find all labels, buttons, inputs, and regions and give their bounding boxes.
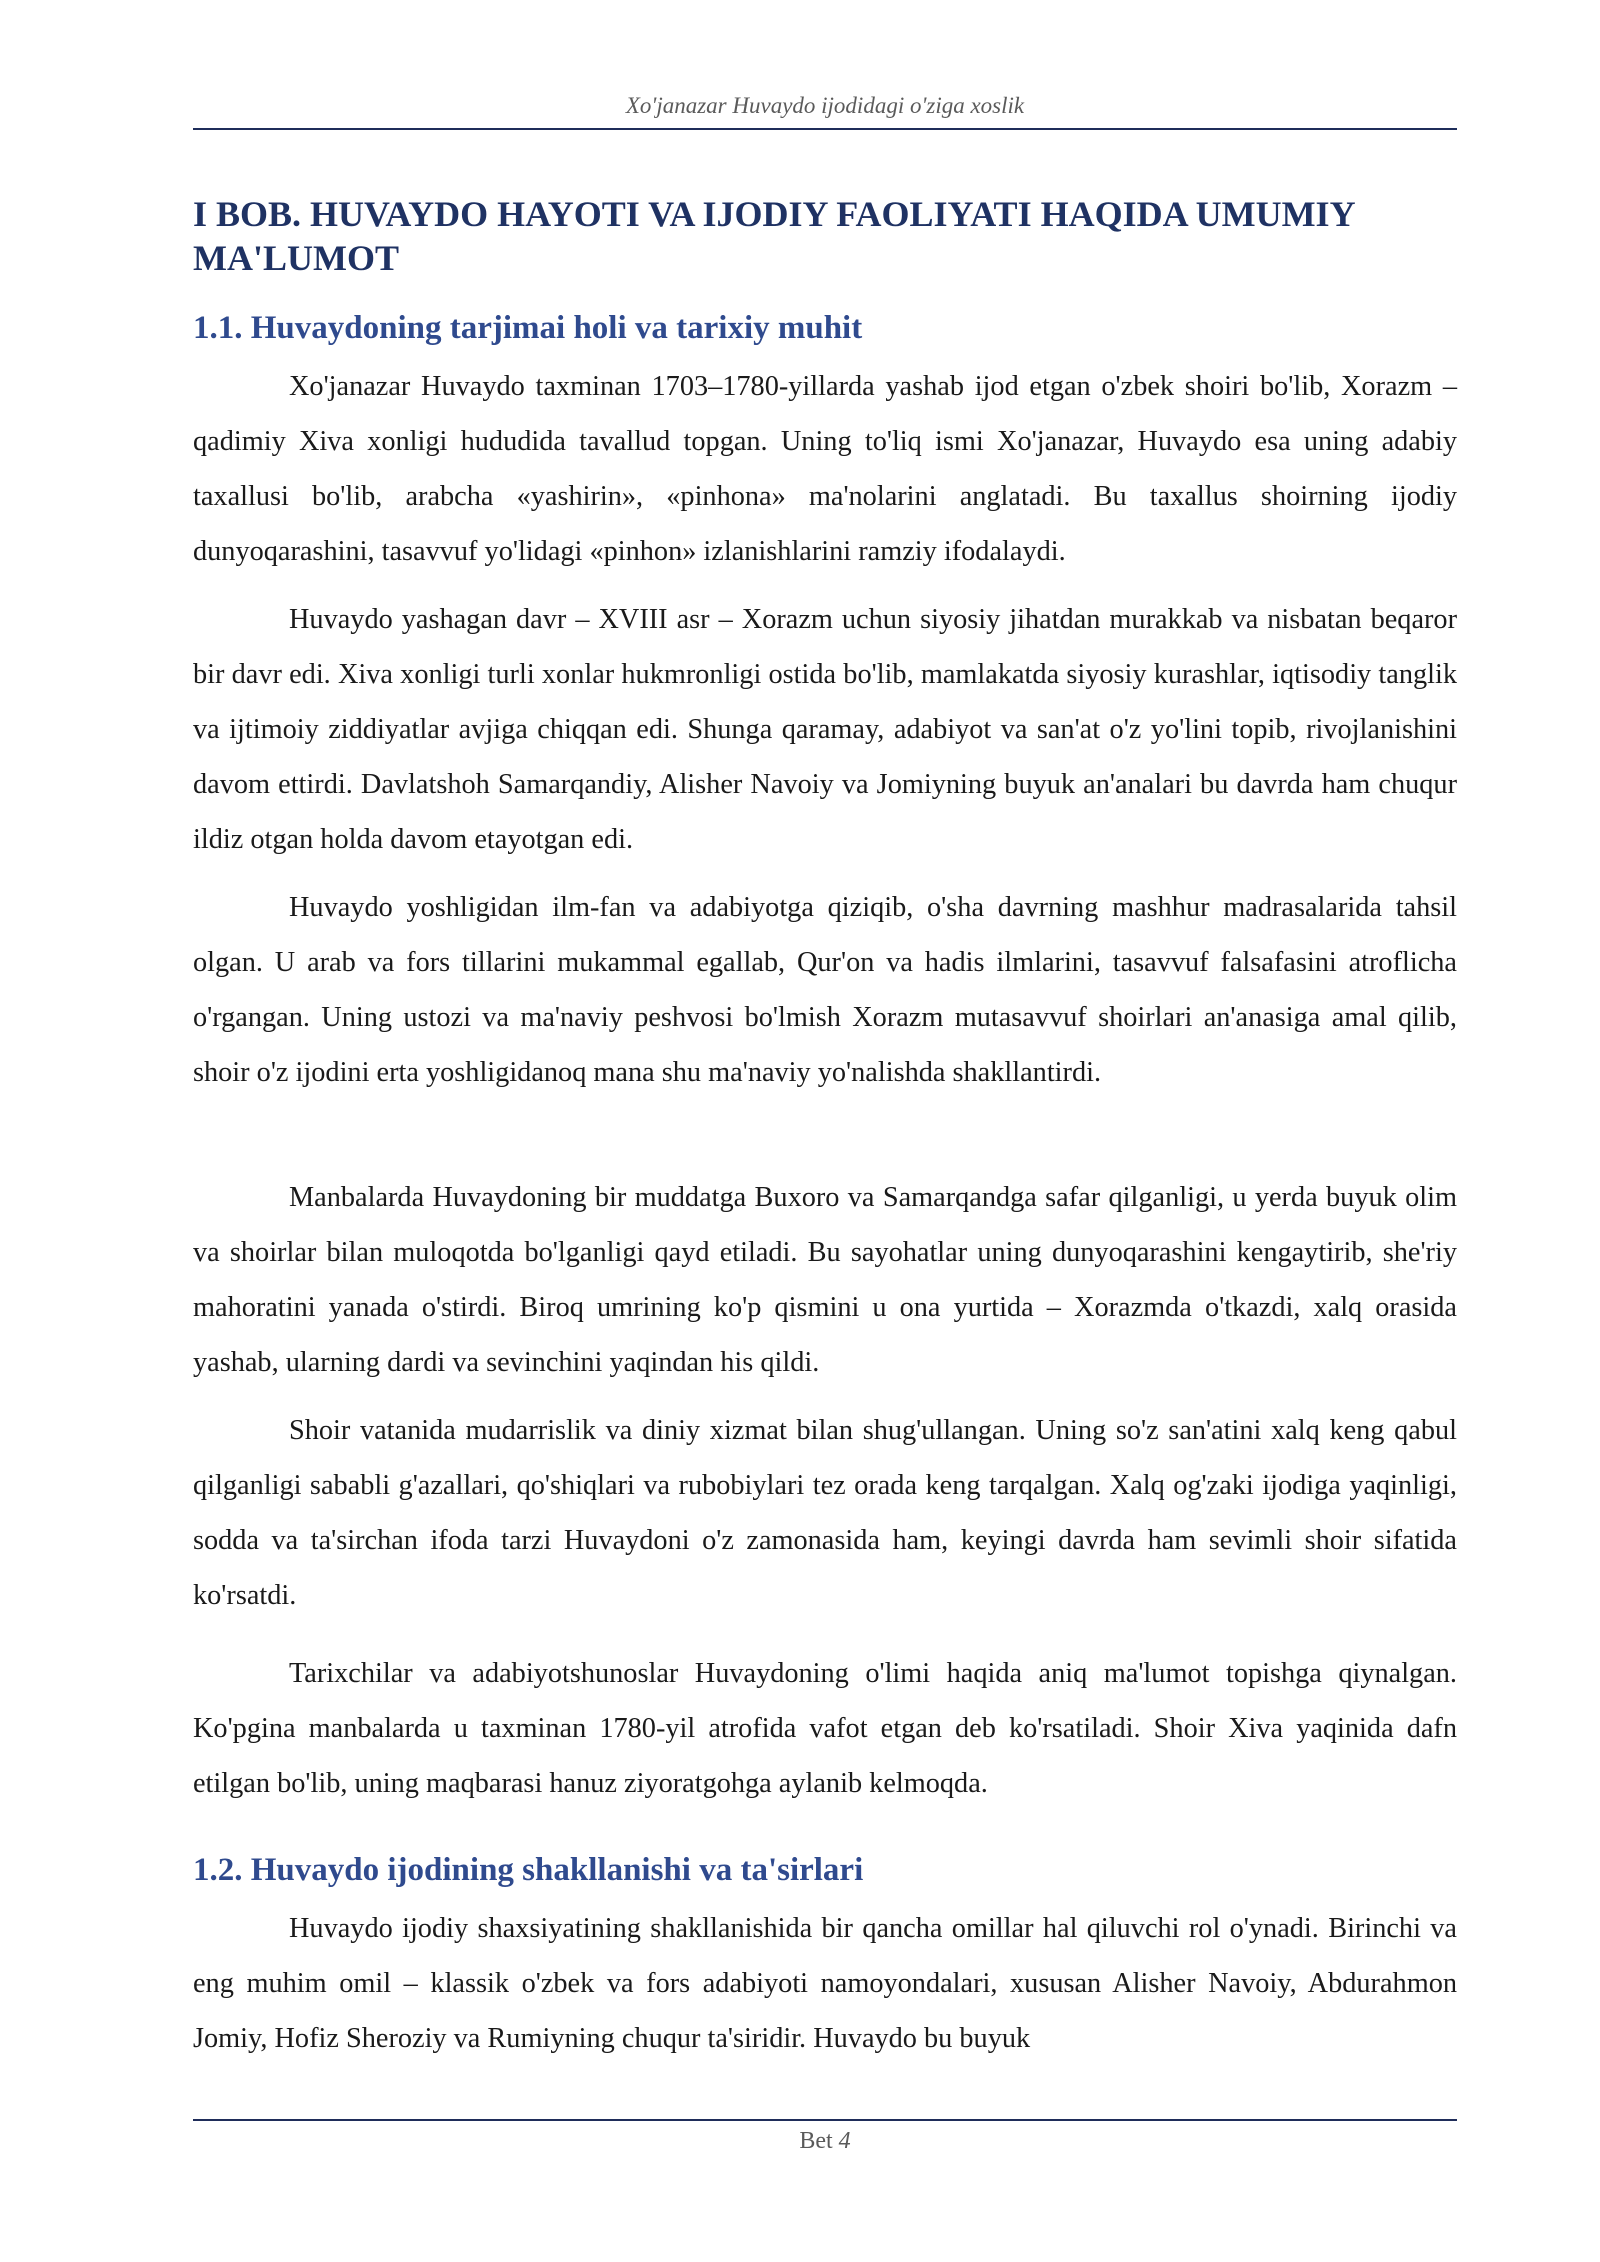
paragraph: Huvaydo ijodiy shaxsiyatining shakllanishida bir qancha omillar hal qiluvchi rol o'ynadi. Birinchi va eng muhim omil – klassik o'zbek va fors adabiyoti namoyondalari, xususan Alisher Navoiy, Abdurahmon Jomiy, Hofiz Sheroziy va Rumiyning chuqur ta'siridir. Huvaydo bu buyuk bbox=[193, 1913, 1457, 2054]
section-title-1-2: 1.2. Huvaydo ijodining shakllanishi va ta'sirlari bbox=[193, 1852, 864, 1888]
footer-divider bbox=[193, 2119, 1457, 2121]
paragraph: Manbalarda Huvaydoning bir muddatga Buxoro va Samarqandga safar qilganligi, u yerda buyuk olim va shoirlar bilan muloqotda bo'lganligi qayd etiladi. Bu sayohatlar uning dunyoqarashini kengaytirib, she'riy mahoratini yanada o'stirdi. Biroq umrining ko'p qismini u ona yurtida – Xorazmda o'tkazdi, xalq orasida yashab, ularning dardi va sevinchini yaqindan his qildi. bbox=[193, 1182, 1457, 1378]
paragraph: Xo'janazar Huvaydo taxminan 1703–1780-yillarda yashab ijod etgan o'zbek shoiri bo'lib, Xorazm – qadimiy Xiva xonligi hududida tavallud topgan. Uning to'liq ismi Xo'janazar, Huvaydo esa uning adabiy taxallusi bo'lib, arabcha «yashirin», «pinhona» ma'nolarini anglatadi. Bu taxallus shoirning ijodiy dunyoqarashini, tasavvuf yo'lidagi «pinhon» izlanishlarini ramziy ifodalaydi. bbox=[193, 371, 1457, 567]
chapter-title: I BOB. HUVAYDO HAYOTI VA IJODIY FAOLIYATI HAQIDA UMUMIY MA'LUMOT bbox=[193, 194, 1355, 278]
paragraph: Huvaydo yashagan davr – XVIII asr – Xorazm uchun siyosiy jihatdan murakkab va nisbatan beqaror bir davr edi. Xiva xonligi turli xonlar hukmronligi ostida bo'lib, mamlakatda siyosiy kurashlar, iqtisodiy tanglik va ijtimoiy ziddiyatlar avjiga chiqqan edi. Shunga qaramay, adabiyot va san'at o'z yo'lini topib, rivojlanishini davom ettirdi. Davlatshoh Samarqandiy, Alisher Navoiy va Jomiyning buyuk an'analari bu davrda ham chuqur ildiz otgan holda davom etayotgan edi. bbox=[193, 604, 1457, 855]
section-title-1-1: 1.1. Huvaydoning tarjimai holi va tarixiy muhit bbox=[193, 310, 863, 346]
page-label: Bet bbox=[799, 2128, 833, 2154]
page-footer bbox=[193, 2128, 1457, 2155]
header-divider bbox=[193, 128, 1457, 130]
page-number: 4 bbox=[838, 2128, 851, 2154]
running-header: Xo'janazar Huvaydo ijodidagi o'ziga xoslik bbox=[625, 93, 1025, 118]
paragraph: Tarixchilar va adabiyotshunoslar Huvaydoning o'limi haqida aniq ma'lumot topishga qiynalgan. Ko'pgina manbalarda u taxminan 1780-yil atrofida vafot etgan deb ko'rsatiladi. Shoir Xiva yaqinida dafn etilgan bo'lib, uning maqbarasi hanuz ziyoratgohga aylanib kelmoqda. bbox=[193, 1658, 1457, 1799]
paragraph: Shoir vatanida mudarrislik va diniy xizmat bilan shug'ullangan. Uning so'z san'atini xalq keng qabul qilganligi sababli g'azallari, qo'shiqlari va rubobiylari tez orada keng tarqalgan. Xalq og'zaki ijodiga yaqinligi, sodda va ta'sirchan ifoda tarzi Huvaydoni o'z zamonasida ham, keyingi davrda ham sevimli shoir sifatida ko'rsatdi. bbox=[193, 1415, 1457, 1611]
paragraph: Huvaydo yoshligidan ilm-fan va adabiyotga qiziqib, o'sha davrning mashhur madrasalarida tahsil olgan. U arab va fors tillarini mukammal egallab, Qur'on va hadis ilmlarini, tasavvuf falsafasini atroflicha o'rgangan. Uning ustozi va ma'naviy peshvosi bo'lmish Xorazm mutasavvuf shoirlari an'anasiga amal qilib, shoir o'z ijodini erta yoshligidanoq mana shu ma'naviy yo'nalishda shakllantirdi. bbox=[193, 892, 1457, 1088]
